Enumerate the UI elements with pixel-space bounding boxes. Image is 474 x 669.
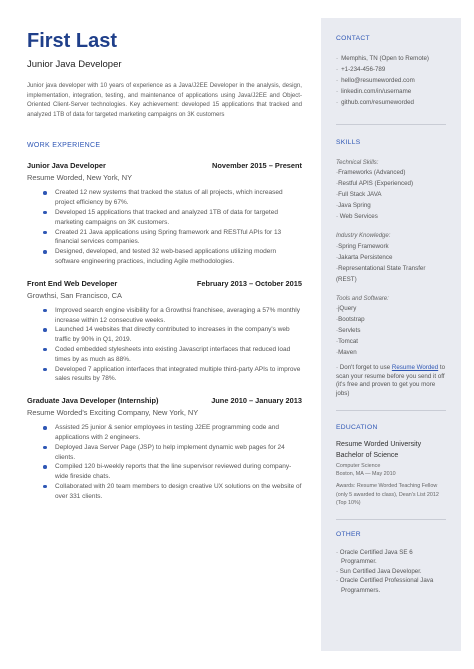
contact-item: · hello@resumeworded.com	[336, 76, 415, 84]
skill-group	[336, 294, 446, 359]
skill-item: ·Spring Framework	[336, 242, 389, 250]
bullet-item: Collaborated with 20 team members to design creative UX solutions on the website of over 331 clients.	[41, 482, 302, 502]
skill-group-label: Tools and Software:	[336, 295, 389, 302]
bullet-dot-icon: ·	[336, 202, 339, 210]
skill-item: ·Java Spring	[336, 202, 371, 210]
bullet-item: Deployed Java Server Page (JSP) to help implement dynamic web pages for 24 clients.	[41, 443, 302, 463]
bullet-dot-icon: ·	[336, 65, 339, 73]
bullet-dot-icon: ·	[336, 253, 339, 261]
awards: Awards: Resume Worded Teaching Fellow (only 5 awarded to class), Dean's List 2012 (Top 10%)	[336, 483, 439, 507]
contact-item: · github.com/resumeworded	[336, 98, 414, 106]
job-company: Growthsi, San Francisco, CA	[27, 290, 122, 300]
other-item: · Oracle Certified Professional Java Programmers.	[336, 577, 434, 594]
other-list	[336, 548, 446, 596]
bullet-dot-icon: ·	[336, 349, 339, 357]
job-title: Front End Web Developer	[27, 278, 118, 288]
bullet-item: Created 12 new systems that tracked the status of all projects, which increased project efficiency by 67%.	[41, 188, 302, 208]
job-dates: November 2015 – Present	[212, 161, 302, 171]
skill-item: ·Full Stack JAVA	[336, 191, 382, 199]
skill-group-label: Technical Skills:	[336, 159, 379, 166]
bullet-dot-icon: ·	[336, 264, 339, 272]
job-entry	[27, 396, 302, 501]
skill-group-label: Industry Knowledge:	[336, 232, 391, 239]
bullet-dot-icon: ·	[336, 55, 339, 62]
bullet-dot-icon: ·	[336, 327, 339, 335]
bullet-dot-icon: ·	[336, 577, 340, 585]
skill-group	[336, 231, 446, 286]
bullet-item: Created 21 Java applications using Spring framework and RESTful APIs for 13 financial services companies.	[41, 228, 302, 248]
skill-item: ·Jakarta Persistence	[336, 253, 393, 261]
section-divider	[336, 410, 446, 411]
skill-item: ·Restful APIS (Experienced)	[336, 180, 414, 188]
skills-heading: SKILLS	[336, 138, 361, 146]
skill-item: ·Representational State Transfer (REST)	[336, 264, 426, 283]
bullet-item: Improved search engine visibility for a Growthsi franchisee, averaging a 57% monthly increase within 12 consecutive weeks.	[41, 306, 302, 326]
work-experience-heading: WORK EXPERIENCE	[27, 142, 101, 150]
contact-list	[336, 54, 446, 109]
summary-paragraph: Junior java developer with 10 years of experience as a Java/J2EE Developer in the analysis, design, implementation, integration, testing, and maintenance of applications using Java/J2EE and Object-Oriented Client-Server technologies. Key achievement: developed 15 applications that tracked and analyzed 1TB of data for targeted marketing campaigns on 3K customers	[27, 82, 302, 118]
contact-item: · +1-234-456-789	[336, 65, 386, 73]
skill-item: · Web Services	[336, 213, 378, 221]
job-bullets	[41, 306, 302, 384]
skill-group	[336, 158, 446, 223]
job-company: Resume Worded, New York, NY	[27, 173, 133, 183]
other-item: · Sun Certified Java Developer.	[336, 567, 422, 575]
bullet-dot-icon: ·	[336, 316, 339, 324]
candidate-name: First Last	[27, 30, 118, 52]
skill-item: ·Frameworks (Advanced)	[336, 169, 406, 177]
bullet-dot-icon: ·	[336, 338, 339, 346]
bullet-item: Assisted 25 junior & senior employees in testing J2EE programming code and applications with 2 engineers.	[41, 423, 302, 443]
skill-item: ·Servlets	[336, 327, 361, 335]
bullet-dot-icon: ·	[336, 213, 339, 221]
main-column	[27, 30, 302, 502]
bullet-item: Developed 15 applications that tracked and analyzed 1TB of data for targeted marketing campaigns on 3K customers.	[41, 208, 302, 228]
bullet-dot-icon: ·	[336, 363, 339, 371]
skill-item: ·Bootstrap	[336, 316, 365, 324]
bullet-dot-icon: ·	[336, 76, 339, 84]
skill-item: ·Tomcat	[336, 338, 359, 346]
major: Computer Science	[336, 462, 381, 469]
contact-heading: CONTACT	[336, 35, 370, 42]
bullet-item: Compiled 120 bi-weekly reports that the line supervisor reviewed during company-wide fireside chats.	[41, 462, 302, 482]
sidebar	[321, 18, 461, 651]
degree: Bachelor of Science	[336, 451, 399, 459]
section-divider	[336, 124, 446, 125]
bullet-dot-icon: ·	[336, 191, 339, 199]
job-dates: February 2013 – October 2015	[196, 278, 302, 288]
job-entry	[27, 161, 302, 266]
job-entry	[27, 279, 302, 384]
location-date: Boston, MA — May 2010	[336, 470, 396, 477]
candidate-title: Junior Java Developer	[27, 59, 122, 70]
education-entry	[336, 440, 446, 507]
resume-worded-note: · Don't forget to use Resume Worded to scan your resume before you send it off (it's free and proven to get you more jobs)	[336, 363, 446, 397]
contact-item: · linkedin.com/in/username	[336, 87, 412, 95]
other-item: · Oracle Certified Java SE 6 Programmer.	[336, 548, 413, 566]
bullet-dot-icon: ·	[336, 548, 340, 556]
bullet-item: Coded embedded stylesheets into existing Javascript interfaces that reduced load times by as much as 88%.	[41, 345, 302, 365]
bullet-dot-icon: ·	[336, 242, 339, 250]
bullet-item: Designed, developed, and tested 32 web-based applications utilizing modern software engineering practices, including Agile methodologies.	[41, 247, 302, 267]
bullet-dot-icon: ·	[336, 305, 339, 313]
skill-item: ·Maven	[336, 349, 357, 357]
job-bullets	[41, 188, 302, 266]
contact-item: · Memphis, TN (Open to Remote)	[336, 55, 429, 62]
section-divider	[336, 519, 446, 520]
bullet-dot-icon: ·	[336, 98, 339, 106]
bullet-dot-icon: ·	[336, 169, 339, 177]
job-company: Resume Worded's Exciting Company, New York, NY	[27, 408, 199, 418]
bullet-item: Developed 7 application interfaces that integrated multiple third-party APIs to improve sales results by 78%.	[41, 365, 302, 385]
skill-item: ·jQuery	[336, 305, 357, 313]
bullet-dot-icon: ·	[336, 87, 339, 95]
job-title: Graduate Java Developer (Internship)	[27, 396, 159, 406]
job-dates: June 2010 – January 2013	[211, 396, 302, 406]
education-heading: EDUCATION	[336, 424, 378, 432]
job-title: Junior Java Developer	[27, 161, 106, 171]
bullet-dot-icon: ·	[336, 567, 340, 575]
job-bullets	[41, 423, 302, 501]
other-heading: OTHER	[336, 530, 361, 538]
bullet-item: Launched 14 websites that directly contributed to increases in the company's web traffic by 90% in Q1, 2019.	[41, 325, 302, 345]
resume-worded-link[interactable]: Resume Worded	[391, 363, 439, 371]
bullet-dot-icon: ·	[336, 180, 339, 188]
school-name: Resume Worded University	[336, 441, 422, 449]
